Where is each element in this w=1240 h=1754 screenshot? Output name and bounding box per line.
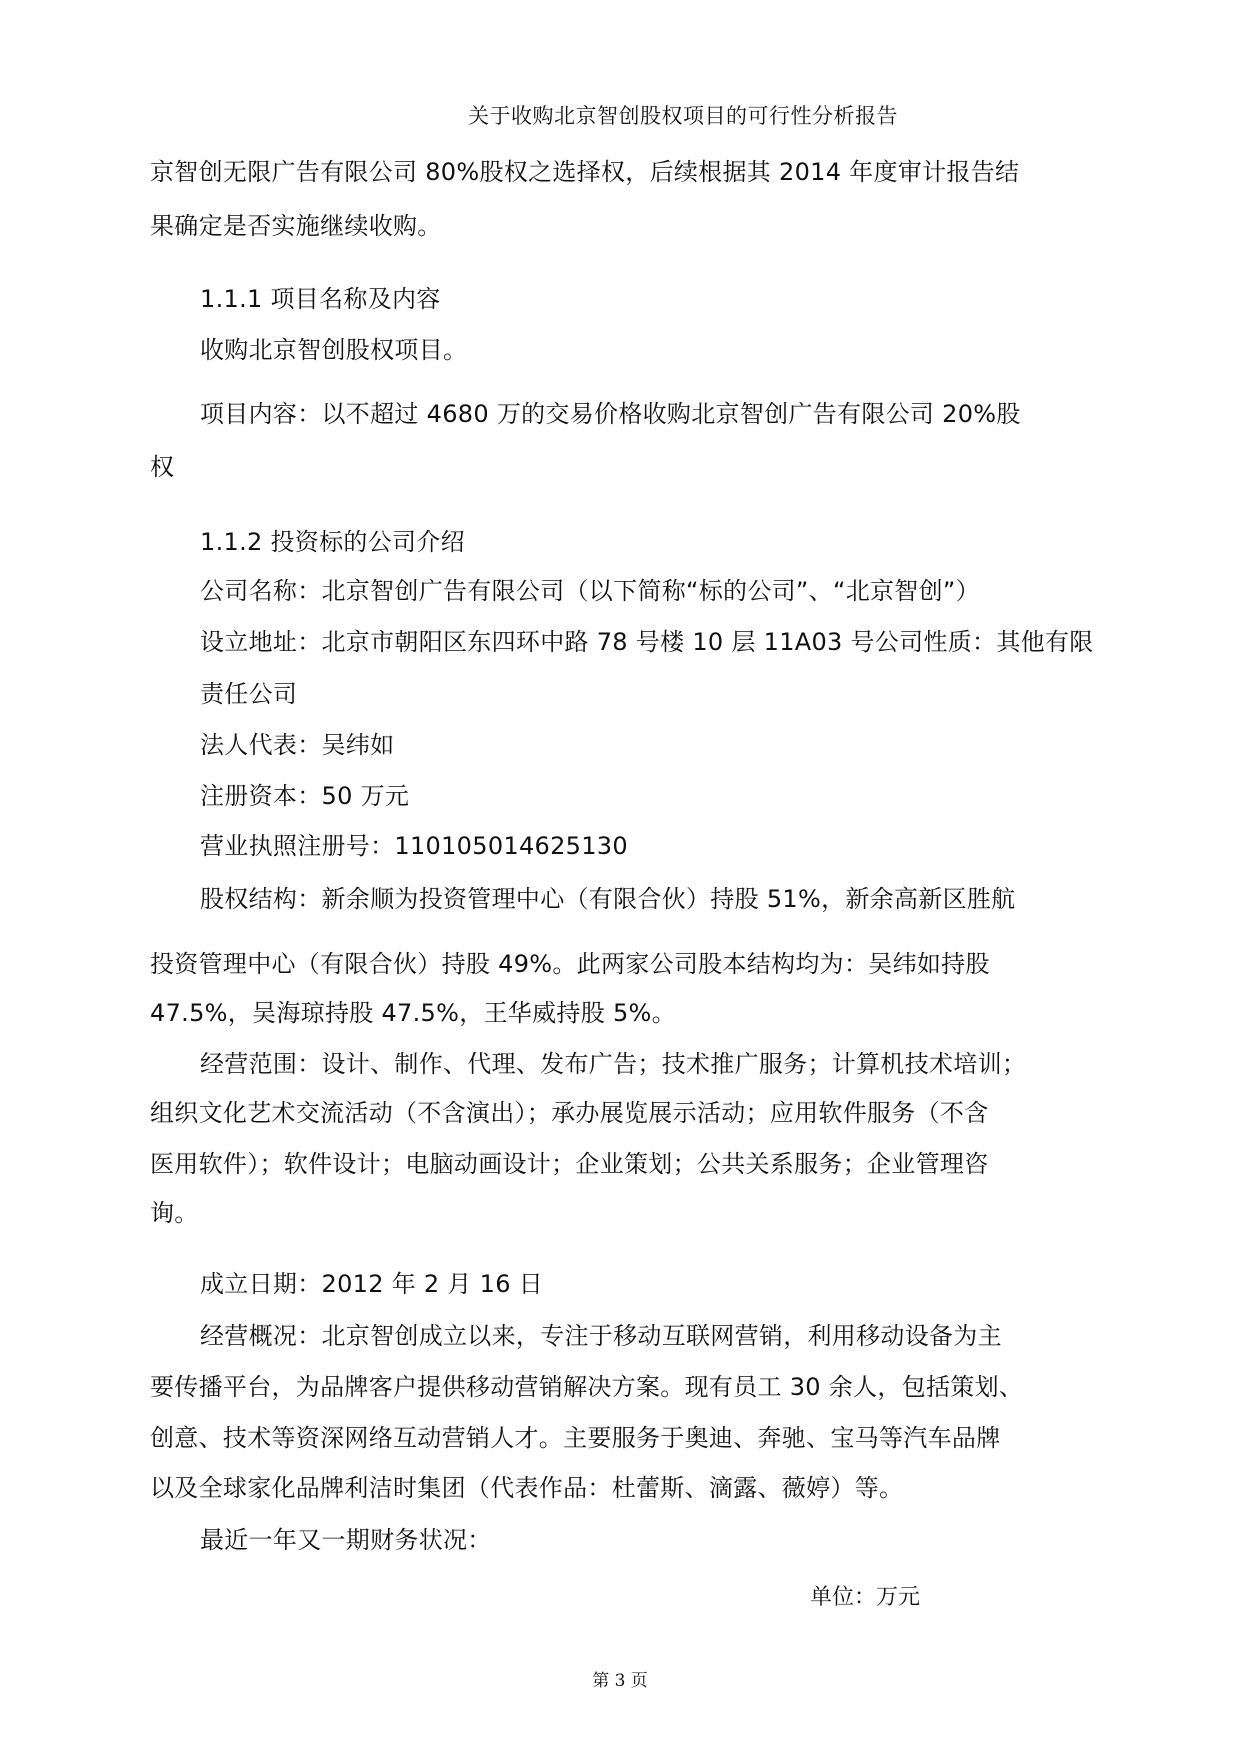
business-overview-line-3: 创意、技术等资深网络互动营销人才。主要服务于奥迪、奔驰、宝马等汽车品牌	[150, 1424, 1001, 1452]
section-1-1-1-heading: 1.1.1 项目名称及内容	[200, 285, 441, 313]
business-scope-line-4: 询。	[150, 1199, 199, 1227]
business-overview-line-2: 要传播平台，为品牌客户提供移动营销解决方案。现有员工 30 余人，包括策划、	[150, 1373, 1024, 1401]
financial-status-intro: 最近一年又一期财务状况：	[200, 1526, 492, 1554]
project-content-line-2: 权	[150, 453, 175, 481]
address-line-2: 责任公司	[200, 680, 298, 708]
license-number: 营业执照注册号：110105014625130	[200, 832, 628, 860]
business-scope-line-3: 医用软件）；软件设计；电脑动画设计；企业策划；公共关系服务；企业管理咨	[150, 1150, 989, 1178]
business-scope-line-2: 组织文化艺术交流活动（不含演出）；承办展览展示活动；应用软件服务（不含	[150, 1099, 989, 1127]
equity-structure-line-2: 投资管理中心（有限合伙）持股 49%。此两家公司股本结构均为：吴纬如持股	[150, 950, 990, 978]
equity-structure-line-3: 47.5%，吴海琼持股 47.5%，王华威持股 5%。	[150, 999, 676, 1027]
equity-structure-line-1: 股权结构：新余顺为投资管理中心（有限合伙）持股 51%，新余高新区胜航	[200, 885, 1016, 913]
project-name: 收购北京智创股权项目。	[200, 336, 468, 364]
registered-capital: 注册资本：50 万元	[200, 782, 410, 810]
page-number: 第 3 页	[592, 1671, 648, 1691]
unit-label: 单位：万元	[810, 1585, 921, 1610]
founding-date: 成立日期：2012 年 2 月 16 日	[200, 1270, 544, 1298]
section-1-1-2-heading: 1.1.2 投资标的公司介绍	[200, 528, 465, 556]
intro-line-2: 果确定是否实施继续收购。	[150, 212, 442, 240]
business-overview-line-1: 经营概况：北京智创成立以来，专注于移动互联网营销，利用移动设备为主	[200, 1322, 1002, 1350]
business-scope-line-1: 经营范围：设计、制作、代理、发布广告；技术推广服务；计算机技术培训；	[200, 1050, 1027, 1078]
company-name: 公司名称：北京智创广告有限公司（以下简称“标的公司”、“北京智创”）	[200, 577, 980, 605]
page-header-title: 关于收购北京智创股权项目的可行性分析报告	[468, 104, 898, 128]
legal-representative: 法人代表：吴纬如	[200, 731, 395, 759]
intro-line-1: 京智创无限广告有限公司 80%股权之选择权，后续根据其 2014 年度审计报告结	[150, 158, 1020, 186]
address-line-1: 设立地址：北京市朝阳区东四环中路 78 号楼 10 层 11A03 号公司性质：其他有限	[200, 628, 1094, 656]
business-overview-line-4: 以及全球家化品牌利洁时集团（代表作品：杜蕾斯、滴露、薇婷）等。	[150, 1474, 904, 1502]
project-content-line-1: 项目内容：以不超过 4680 万的交易价格收购北京智创广告有限公司 20%股	[200, 400, 1021, 428]
